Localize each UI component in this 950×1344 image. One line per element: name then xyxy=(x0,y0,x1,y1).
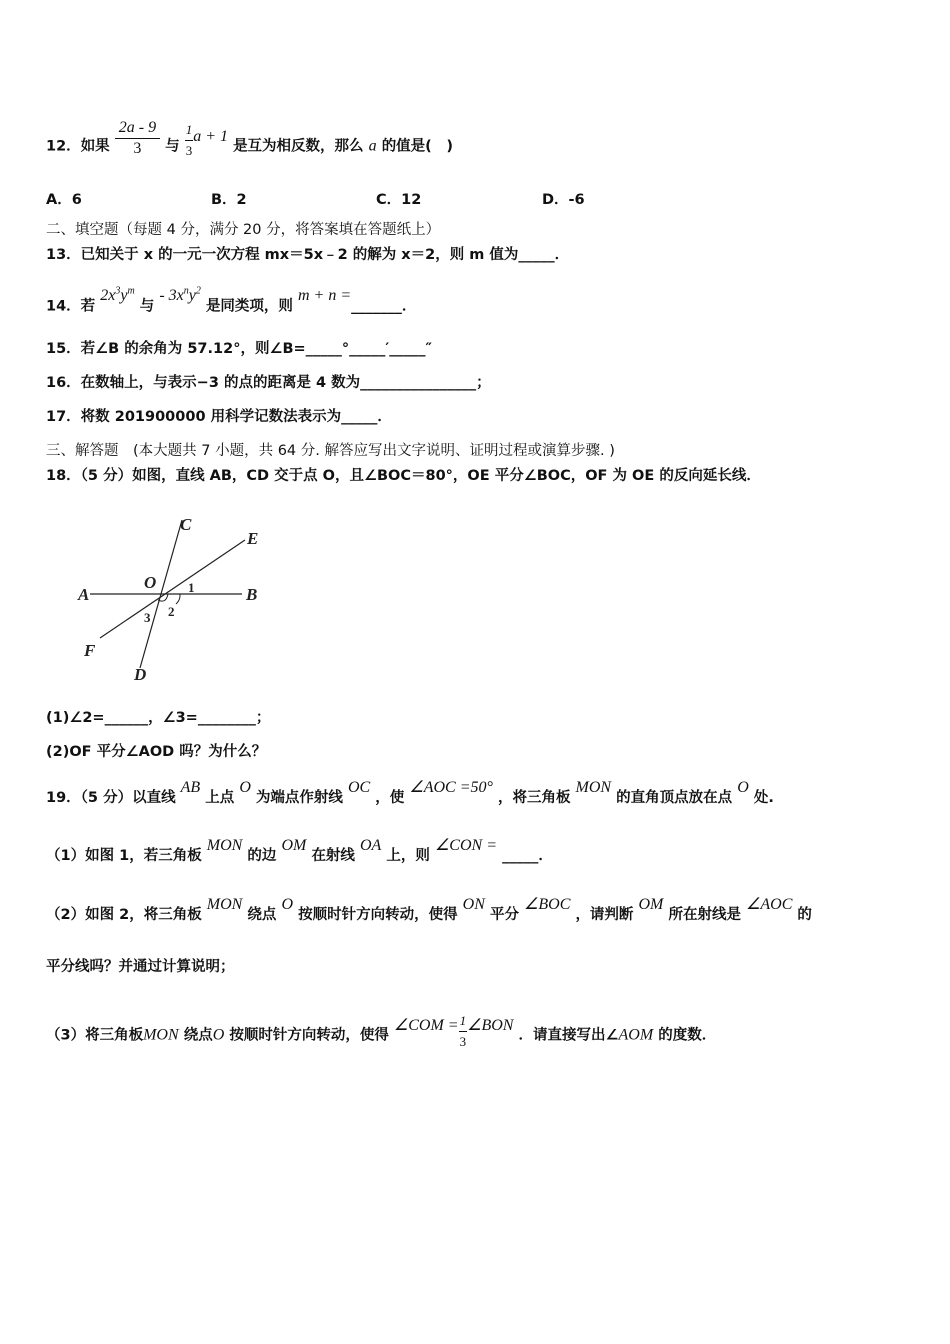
angle-2-label: 2 xyxy=(168,604,175,619)
question-18-part-1: (1)∠2=______，∠3=________； xyxy=(46,710,271,726)
question-19-part-2-continued: 平分线吗？并通过计算说明； xyxy=(46,959,235,975)
fraction-2a-9-over-3: $\frac{2a - 9}{3}$ xyxy=(115,118,160,159)
choice-c: C．12 xyxy=(376,192,422,208)
label-b: B xyxy=(246,585,258,604)
choice-b: B．2 xyxy=(211,192,247,208)
label-d: D xyxy=(134,665,147,684)
question-15: 15．若∠B 的余角为 57.12°，则∠B=_____°_____′_____″ xyxy=(46,341,432,357)
label-o: O xyxy=(144,573,157,592)
question-19-part-3: （3）将三角板MON 绕点O 按顺时针方向转动，使得 ∠COM = $\frac{1}{3}$ ∠BON ．请直接写出∠AOM 的度数． xyxy=(46,1015,716,1056)
geometry-figure xyxy=(70,510,280,690)
fraction-one-third-q19: $\frac{1}{3}$ xyxy=(459,1013,467,1049)
choice-a: A．6 xyxy=(46,192,82,208)
angle-1-label: 1 xyxy=(188,580,195,595)
question-18: 18．（5 分）如图，直线 AB，CD 交于点 O，且∠BOC＝80°，OE 平分∠BOC，OF 为 OE 的反向延长线． xyxy=(46,468,761,484)
section-2-heading: 二、填空题（每题 4 分，满分 20 分，将答案填在答题纸上） xyxy=(46,222,441,238)
fraction-one-third: $\frac{1}{3}$ xyxy=(185,122,193,158)
angle-arc-2 xyxy=(176,594,180,604)
section-3-heading: 三、解答题 (本大题共 7 小题，共 64 分. 解答应写出文字说明、证明过程或演算步骤. ) xyxy=(46,443,615,459)
question-19-part-2: （2）如图 2，将三角板 MON 绕点 O 按顺时针方向转动，使得 ON 平分 ∠BOC ，请判断 OM 所在射线是 ∠AOC 的 xyxy=(46,896,812,923)
question-17: 17．将数 201900000 用科学记数法表示为_____． xyxy=(46,409,392,425)
question-14: 14．若 $2x^3y^m$ 与 - $3x^ny^2$ 是同类项，则 m + n =_______． xyxy=(46,286,417,315)
label-a: A xyxy=(78,585,90,604)
label-c: C xyxy=(180,515,192,534)
choice-d: D．-6 xyxy=(542,192,585,208)
question-18-part-2: (2)OF 平分∠AOD 吗？为什么？ xyxy=(46,744,267,760)
question-19: 19．（5 分）以直线 AB 上点 O 为端点作射线 OC ，使 ∠AOC =50° ，将三角板 MON 的直角顶点放在点 O 处. xyxy=(46,779,774,806)
question-16: 16．在数轴上，与表示−3 的点的距离是 4 数为________________； xyxy=(46,375,491,391)
angle-3-label: 3 xyxy=(144,610,151,625)
label-f: F xyxy=(84,641,96,660)
label-e: E xyxy=(247,529,259,548)
question-19-part-1: （1）如图 1，若三角板 MON 的边 OM 在射线 OA 上，则 ∠CON = _____． xyxy=(46,837,553,864)
question-12: 12．如果 $\frac{2a - 9}{3}$ 与 $\frac{1}{3}$ a + 1 是互为相反数，那么 a 的值是( ) xyxy=(46,126,453,167)
question-13: 13．已知关于 x 的一元一次方程 mx＝5x﹣2 的解为 x＝2，则 m 值为_____． xyxy=(46,247,570,263)
